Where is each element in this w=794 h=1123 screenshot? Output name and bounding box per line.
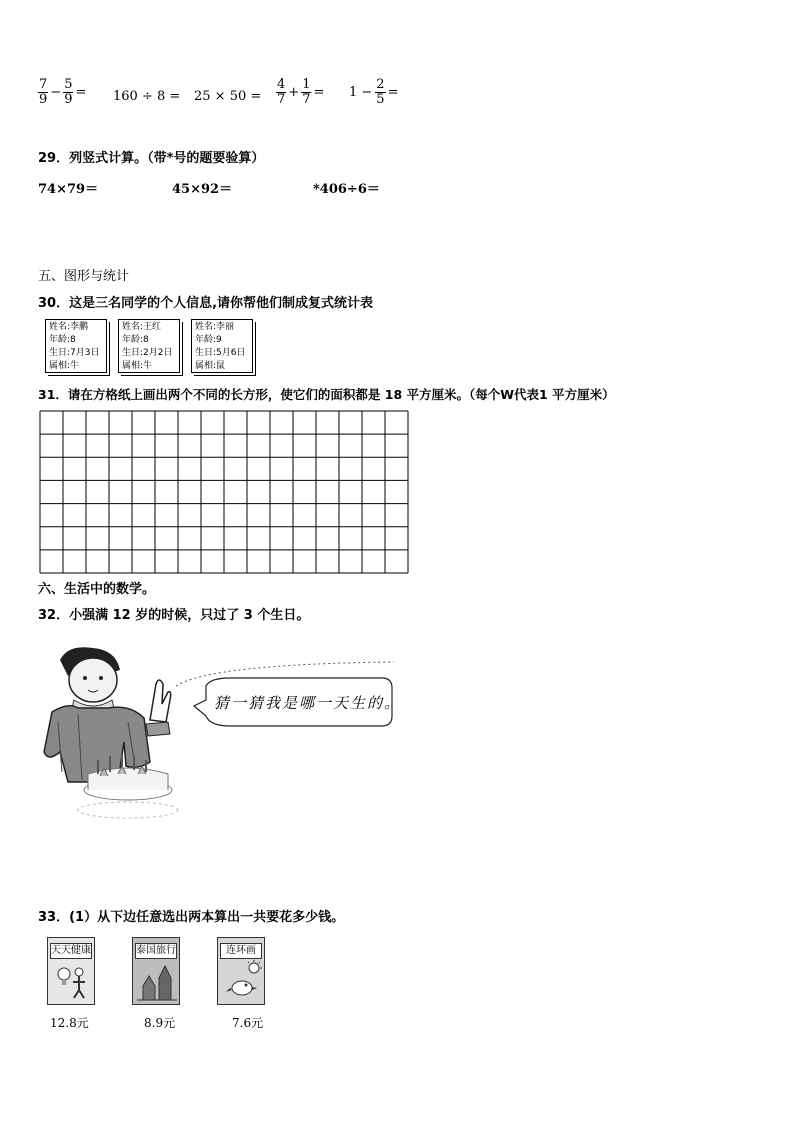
q29-item-2: 45×92＝ — [172, 182, 233, 197]
oral-calc-1: $\frac{7}{9}$ − $\frac{5}{9}$ = — [39, 77, 87, 107]
book-price-1: 12.8元 — [50, 1016, 89, 1030]
book-cover-3[interactable] — [217, 937, 265, 1005]
fraction: $\frac{5}{9}$ — [64, 77, 73, 107]
fraction: $\frac{4}{7}$ — [277, 77, 286, 107]
square-grid-paper[interactable] — [39, 410, 409, 574]
lightbulb-figure-icon — [54, 962, 90, 1002]
book-title-3: 连环画 — [220, 943, 262, 959]
fraction: $\frac{7}{9}$ — [39, 77, 48, 107]
section-6-heading: 六、生活中的数学。 — [38, 582, 156, 597]
bird-sun-icon — [222, 960, 262, 1002]
temple-icon — [137, 960, 177, 1002]
book-title-2: 泰国旅行 — [135, 943, 177, 959]
book-cover-1[interactable] — [47, 937, 95, 1005]
info-card-3: 姓名:李丽 年龄:9 生日:5月6日 属相:鼠 — [191, 319, 253, 373]
info-card-2: 姓名:王红 年龄:8 生日:2月2日 属相:牛 — [118, 319, 180, 373]
question-29-title: 29．列竖式计算。（带*号的题要验算） — [38, 151, 265, 166]
fraction: $\frac{2}{5}$ — [376, 77, 385, 107]
info-card-1: 姓名:李鹏 年龄:8 生日:7月3日 属相:牛 — [45, 319, 107, 373]
section-5-heading: 五、图形与统计 — [38, 269, 130, 284]
question-32-title: 32．小强满 12 岁的时候，只过了 3 个生日。 — [38, 608, 310, 623]
question-30-title: 30．这是三名同学的个人信息,请你帮他们制成复式统计表 — [38, 296, 374, 311]
book-title-1: 天天健康 — [50, 943, 92, 959]
book-cover-2[interactable] — [132, 937, 180, 1005]
oral-calc-5: 1 − $\frac{2}{5}$ = — [349, 77, 399, 107]
question-31-title: 31．请在方格纸上画出两个不同的长方形，使它们的面积都是 18 平方厘米。（每个W代表1 平方厘米） — [38, 387, 615, 402]
oral-calc-4: $\frac{4}{7}$ + $\frac{1}{7}$ = — [277, 77, 325, 107]
oral-calc-3: 25 × 50 = — [194, 89, 262, 104]
fraction: $\frac{1}{7}$ — [302, 77, 311, 107]
q29-item-1: 74×79＝ — [38, 182, 99, 197]
question-33-title: 33．(1）从下边任意选出两本算出一共要花多少钱。 — [38, 910, 345, 925]
q29-item-3: *406÷6＝ — [313, 182, 380, 197]
oral-calc-2: 160 ÷ 8 = — [113, 89, 181, 104]
book-price-3: 7.6元 — [232, 1016, 264, 1030]
speech-bubble-text: 猜一猜我是哪一天生的。 — [214, 694, 402, 712]
book-price-2: 8.9元 — [144, 1016, 176, 1030]
